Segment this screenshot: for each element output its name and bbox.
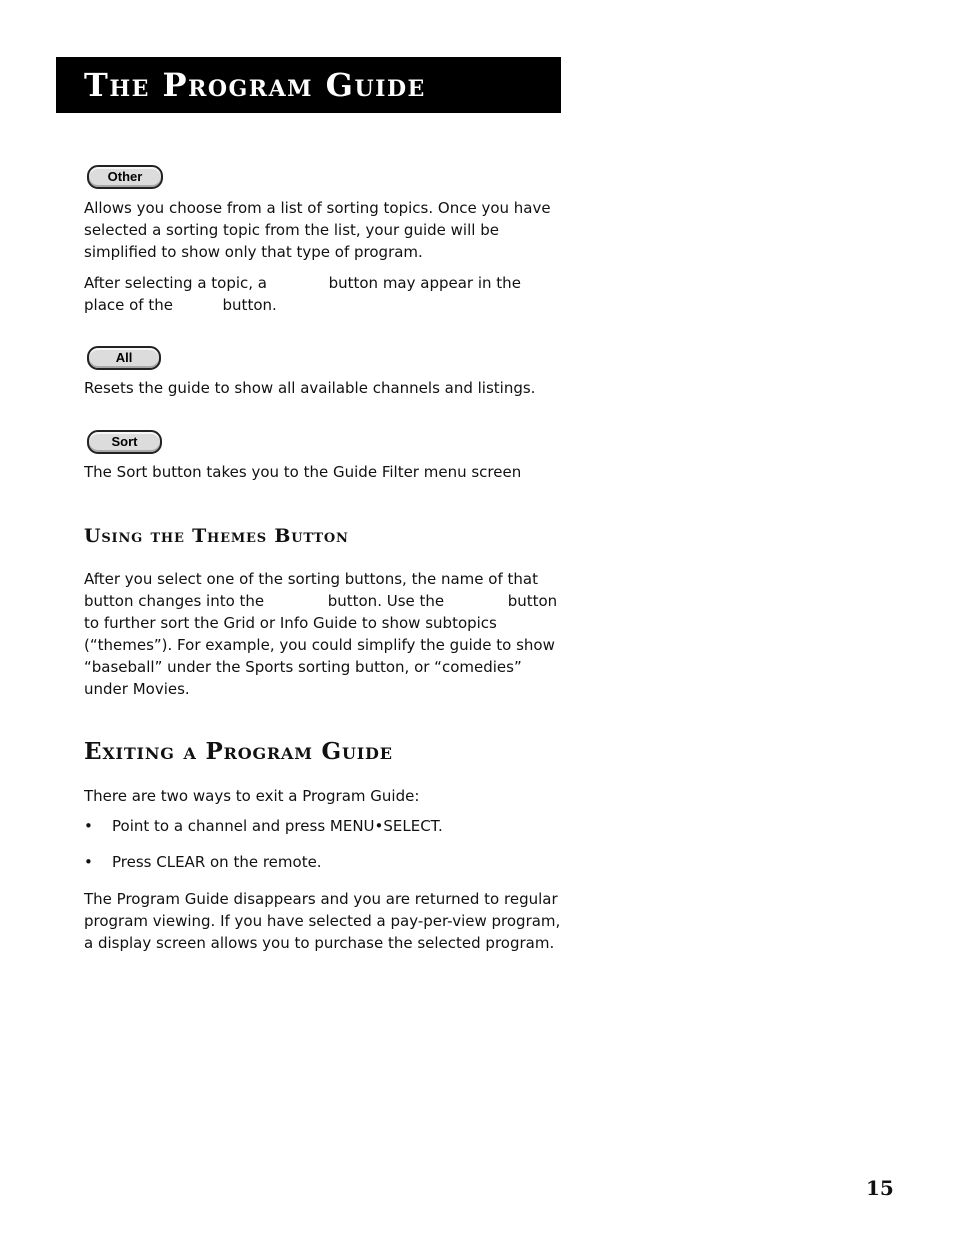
header-bar (56, 57, 561, 113)
exit-bullet-list (84, 815, 564, 887)
themes-heading: Using the Themes Button (84, 525, 349, 547)
page-number: 15 (866, 1176, 894, 1200)
all-description: Resets the guide to show all available channels and listings. (84, 379, 536, 397)
other-after-text (84, 272, 564, 316)
themes-part-1: After you select one of the sorting buttons, the name of that button changes into the (84, 570, 538, 610)
other-after-part-2: button may appear in the place of the (84, 274, 521, 314)
exit-outro: The Program Guide disappears and you are returned to regular program viewing. If you have selected a pay-per-view program, a display screen allows you to purchase the selected program. (84, 890, 561, 952)
other-after-part-1: After selecting a topic, a (84, 274, 268, 292)
other-after-part-3: button. (222, 296, 277, 314)
bullet-glyph: • (84, 817, 93, 835)
sort-button-graphic: Sort (87, 430, 162, 454)
bullet-glyph: • (84, 853, 93, 871)
all-button-graphic: All (87, 346, 161, 370)
other-button-graphic: Other (87, 165, 163, 189)
other-description: Allows you choose from a list of sorting topics. Once you have selected a sorting topic from the list, your guide will be simplified to show only that type of program. (84, 199, 551, 261)
themes-paragraph (84, 568, 564, 700)
list-item (84, 851, 564, 887)
themes-part-2: button. Use the (327, 592, 445, 610)
page-title: The Program Guide (84, 66, 426, 104)
list-item (84, 815, 564, 851)
themes-part-3: button to further sort the Grid or Info Guide to show subtopics (“themes”). For example, you could simplify the guide to show “baseball” under the Sports sorting button, or “comedies” under Movies. (84, 592, 558, 698)
sort-description: The Sort button takes you to the Guide Filter menu screen (84, 463, 522, 481)
exit-intro: There are two ways to exit a Program Guide: (84, 787, 420, 805)
list-item-text: Press CLEAR on the remote. (112, 853, 322, 871)
exit-heading: Exiting a Program Guide (84, 738, 393, 765)
list-item-text: Point to a channel and press MENU•SELECT. (112, 817, 443, 835)
